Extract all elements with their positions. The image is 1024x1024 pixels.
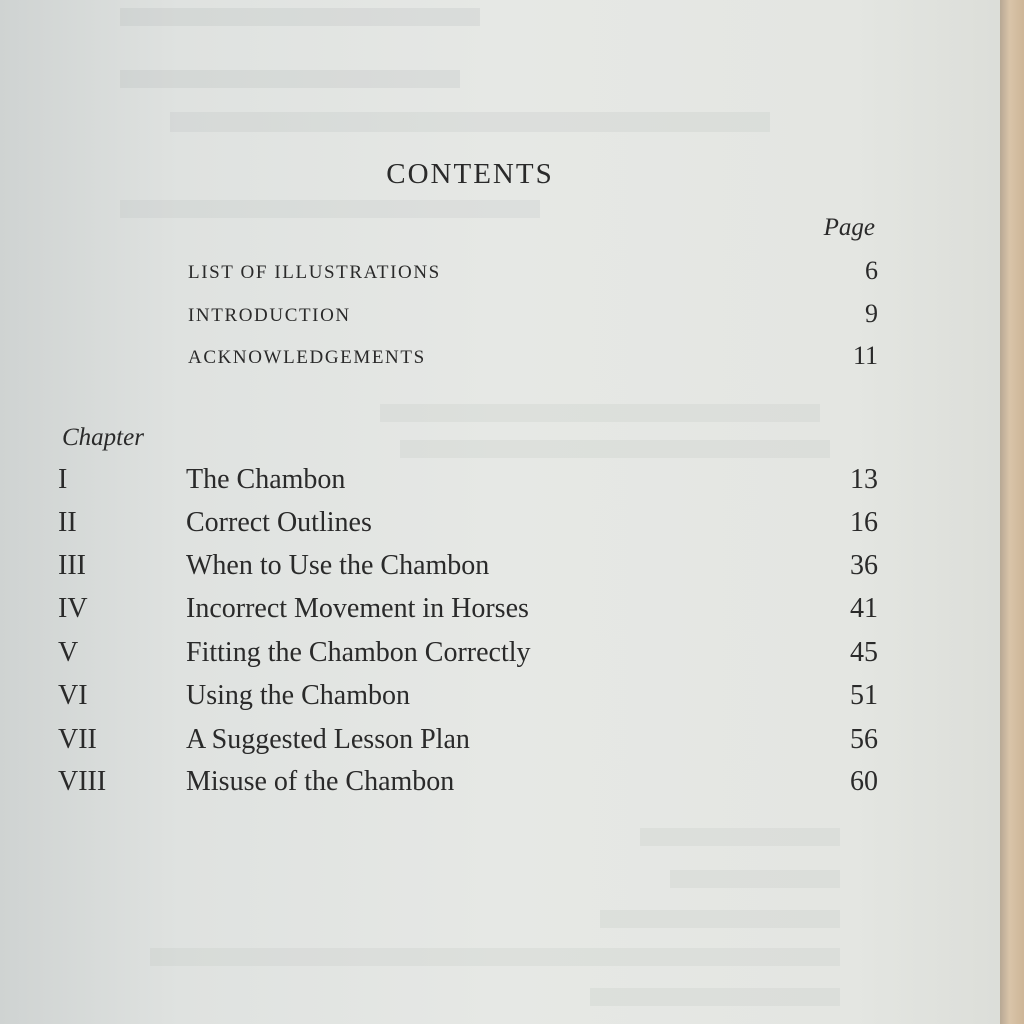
chapter-number: VIII <box>58 766 107 797</box>
page-column-label: Page <box>823 214 875 241</box>
chapter-page: 56 <box>850 724 878 755</box>
chapter-title: Incorrect Movement in Horses <box>186 593 529 624</box>
chapter-row <box>58 637 878 677</box>
front-matter-item <box>188 256 878 285</box>
chapter-title: Correct Outlines <box>186 507 372 538</box>
front-matter-item <box>188 341 878 370</box>
front-matter-title: LIST OF ILLUSTRATIONS <box>188 262 441 283</box>
chapter-row <box>58 507 878 547</box>
front-matter-title: ACKNOWLEDGEMENTS <box>188 347 426 368</box>
chapter-row <box>58 766 878 806</box>
chapter-column-label: Chapter <box>62 424 144 451</box>
front-matter-page: 6 <box>865 256 878 285</box>
book-page-edge <box>1000 0 1024 1024</box>
chapter-page: 45 <box>850 637 878 668</box>
chapter-row <box>58 680 878 720</box>
chapter-page: 41 <box>850 593 878 624</box>
chapter-page: 16 <box>850 507 878 538</box>
chapter-title: The Chambon <box>186 464 346 495</box>
chapter-number: IV <box>58 593 88 624</box>
chapter-title: Using the Chambon <box>186 680 410 711</box>
chapter-title: When to Use the Chambon <box>186 550 490 581</box>
front-matter-page: 11 <box>852 341 878 370</box>
chapter-title: Misuse of the Chambon <box>186 766 455 797</box>
chapter-title: Fitting the Chambon Correctly <box>186 637 531 668</box>
chapter-row <box>58 724 878 764</box>
chapter-page: 51 <box>850 680 878 711</box>
chapter-number: II <box>58 507 77 538</box>
chapter-page: 36 <box>850 550 878 581</box>
chapter-page: 60 <box>850 766 878 797</box>
front-matter-title: INTRODUCTION <box>188 305 351 326</box>
chapter-page: 13 <box>850 464 878 495</box>
chapter-number: III <box>58 550 86 581</box>
chapter-row <box>58 464 878 504</box>
chapter-number: I <box>58 464 68 495</box>
chapter-row <box>58 550 878 590</box>
chapter-number: VII <box>58 724 97 755</box>
front-matter-page: 9 <box>865 299 878 328</box>
page-title: CONTENTS <box>386 158 554 190</box>
chapter-number: VI <box>58 680 88 711</box>
chapter-number: V <box>58 637 79 668</box>
chapter-title: A Suggested Lesson Plan <box>186 724 470 755</box>
front-matter-item <box>188 299 878 328</box>
chapter-row <box>58 593 878 633</box>
